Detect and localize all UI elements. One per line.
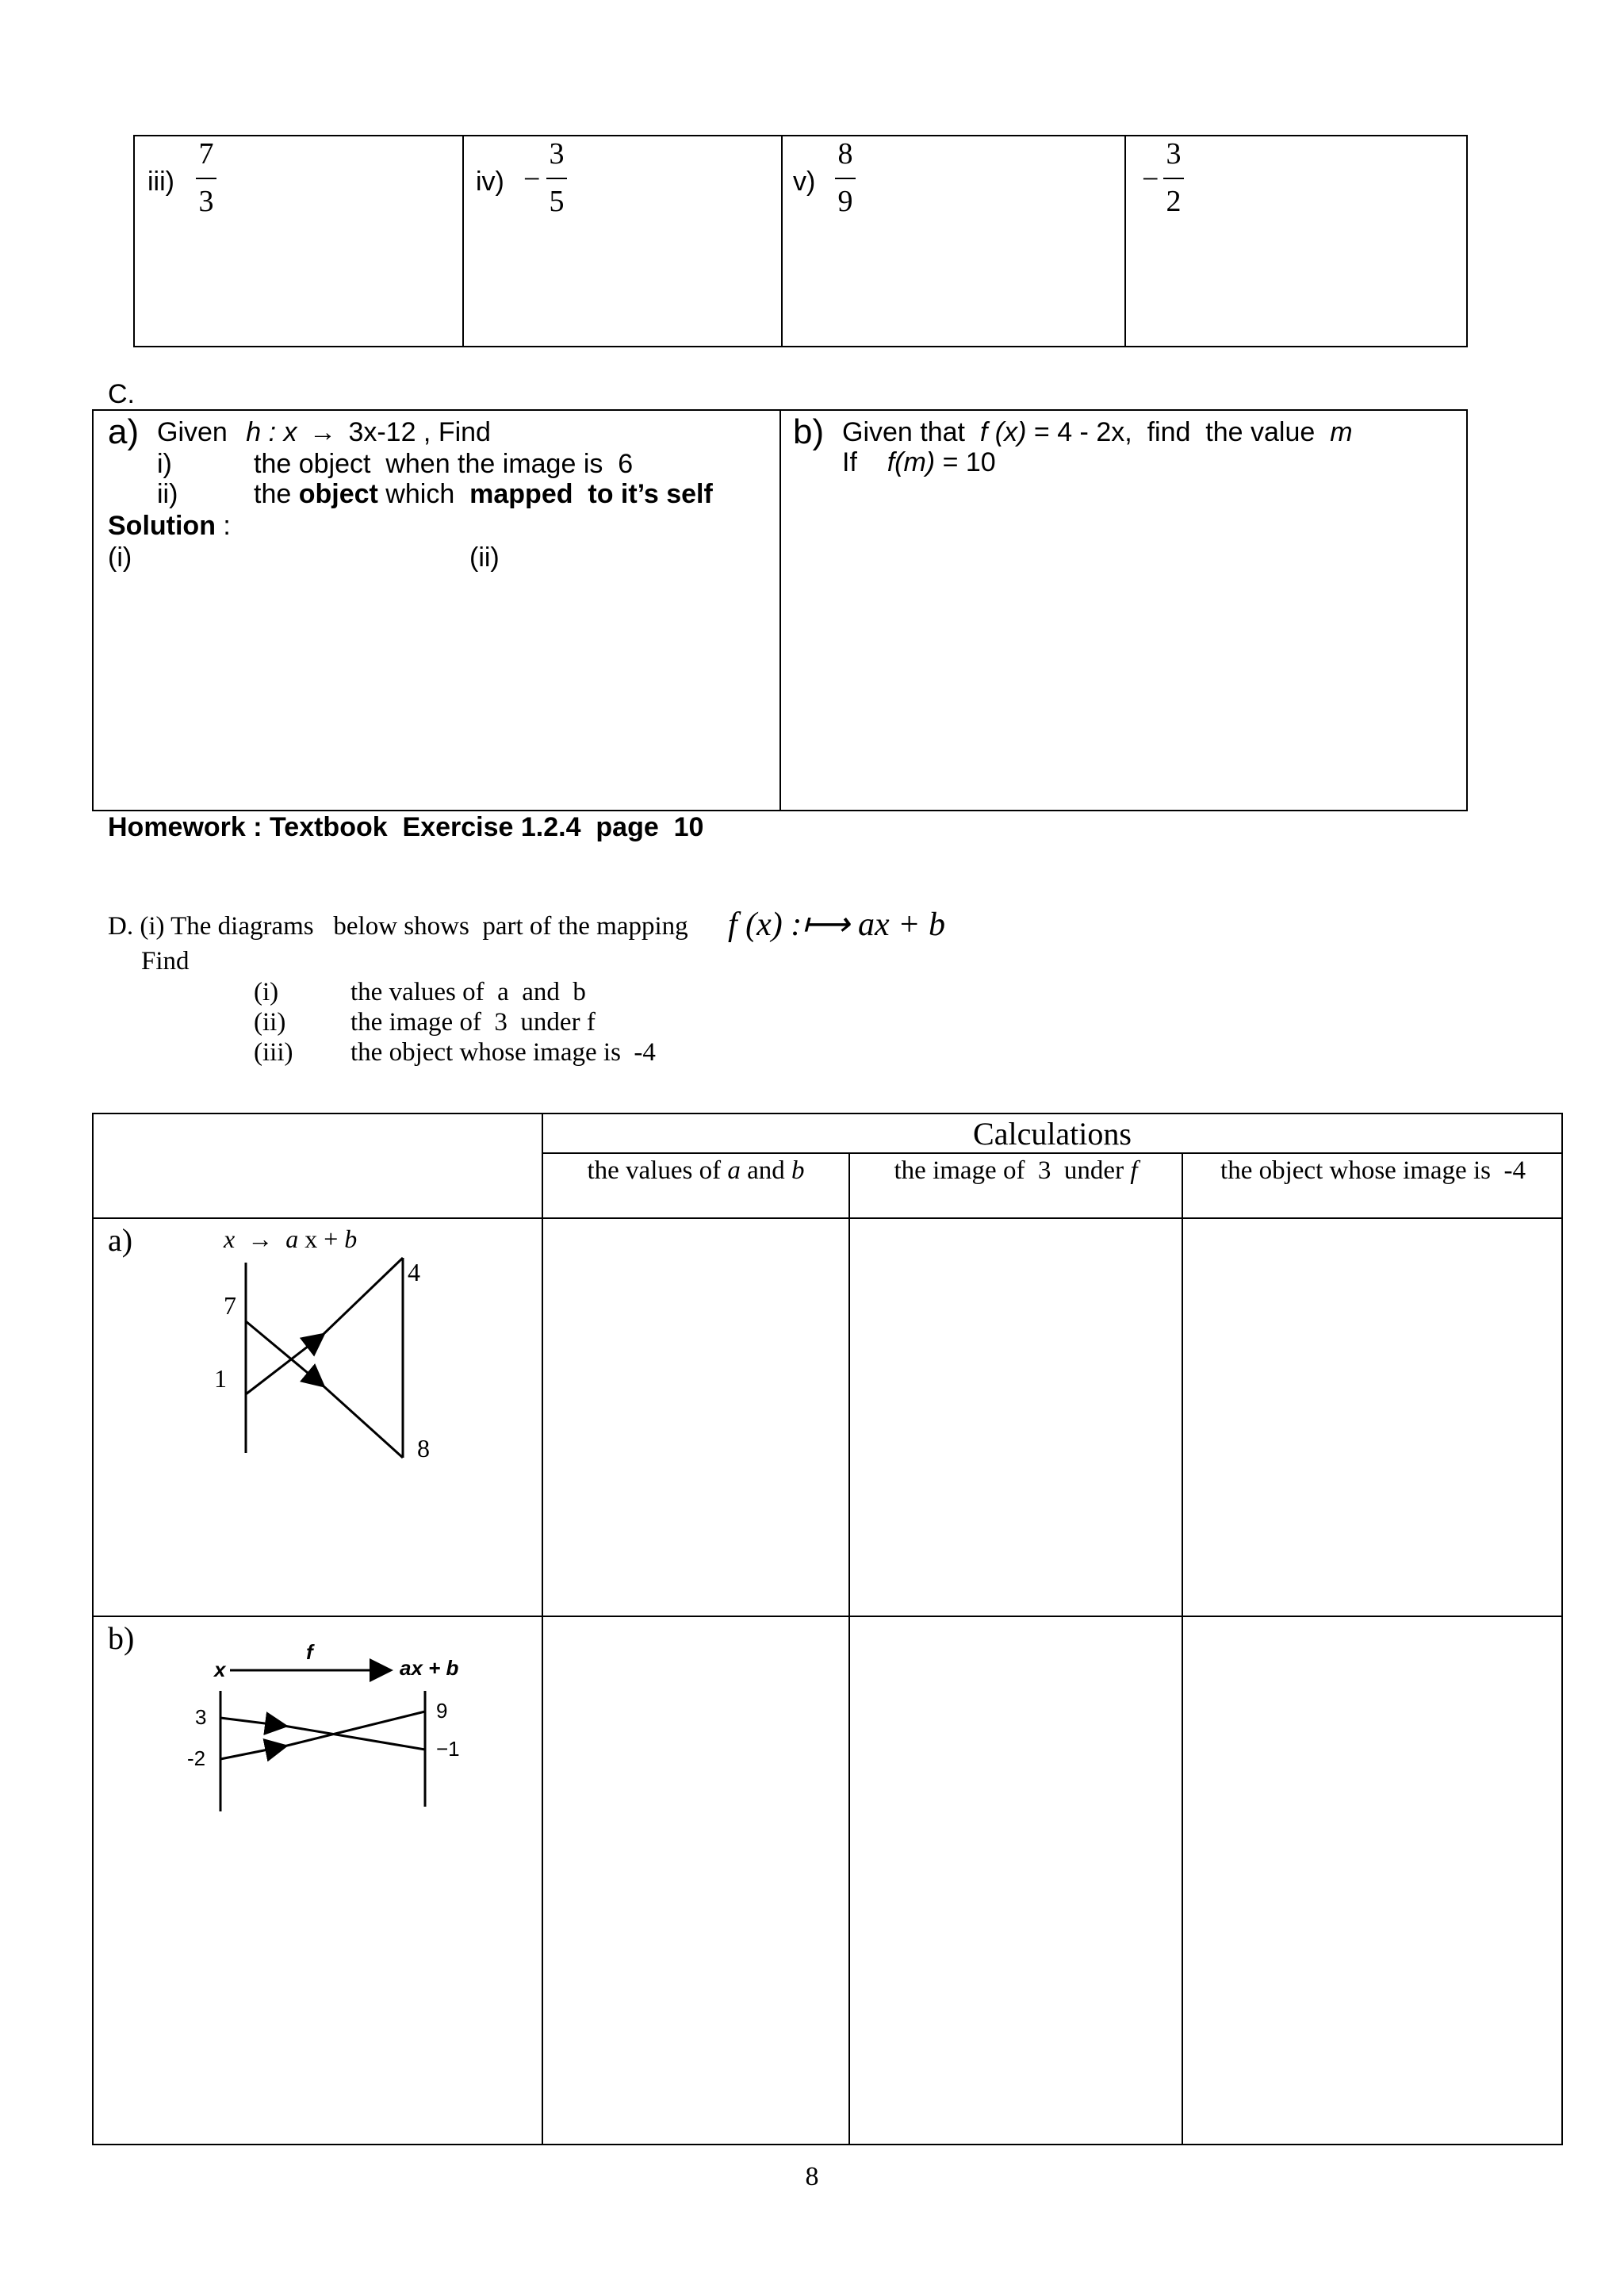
fraction-bar: [835, 178, 856, 179]
codomain-value: 4: [408, 1258, 420, 1286]
codomain-value: 8: [417, 1434, 430, 1462]
calculations-header: Calculations: [973, 1116, 1132, 1152]
domain-value: -2: [187, 1746, 206, 1770]
fraction-label: iii): [147, 167, 174, 197]
table-divider: [848, 1152, 850, 2145]
codomain-value: 9: [436, 1699, 448, 1723]
table-divider: [779, 409, 781, 811]
mapping-arrow-minus2-to-9: [220, 1746, 284, 1759]
fraction-label: v): [793, 167, 816, 197]
diagram-b-func: f: [306, 1640, 313, 1664]
section-d-intro: D. (i) The diagrams below shows part of the mapping: [108, 912, 688, 941]
row-label: b): [108, 1620, 135, 1656]
table-divider: [1182, 1152, 1183, 2145]
arrow-symbol: →: [308, 418, 336, 447]
table-divider: [781, 135, 783, 347]
fraction-bar: [196, 178, 216, 179]
mapping-arrow-7-to-8: [246, 1321, 322, 1385]
table-divider: [542, 1152, 1563, 1154]
solution-label: Solution :: [108, 511, 231, 541]
mapping-expression: f (x) :⟼ ax + b: [728, 907, 945, 943]
item-label: ii): [157, 479, 178, 509]
diagram-a-title: x → a x + b: [224, 1225, 358, 1253]
table-divider: [462, 135, 464, 347]
mapping-arrow-1-to-4: [246, 1336, 322, 1394]
row-label: a): [108, 1222, 133, 1258]
part-a-letter: a): [108, 412, 140, 451]
column-header: the image of 3 under f: [894, 1156, 1138, 1185]
fraction-bar: [546, 178, 567, 179]
part-b-line2: If f(m) = 10: [842, 447, 996, 477]
part-a-given: [157, 417, 491, 448]
fraction-numerator: 3: [1166, 137, 1182, 171]
column-header: the object whose image is -4: [1220, 1156, 1526, 1185]
table-divider: [542, 1113, 543, 2145]
find-item-text: the values of a and b: [350, 978, 586, 1006]
find-item-number: (iii): [254, 1038, 293, 1067]
solution-part-ii: (ii): [469, 542, 500, 573]
find-item-text: the image of 3 under f: [350, 1008, 596, 1037]
fraction-numerator: 8: [837, 137, 853, 171]
find-item-text: the object whose image is -4: [350, 1038, 656, 1067]
diagram-b-left-var: x: [214, 1658, 226, 1681]
function-rule: 3x-12 , Find: [348, 417, 491, 447]
table-divider: [1124, 135, 1126, 347]
fraction-denominator: 3: [198, 185, 214, 218]
part-b-line1: Given that f (x) = 4 - 2x, find the value m: [842, 417, 1353, 447]
fraction-sign: −: [523, 163, 541, 196]
domain-value: 1: [214, 1364, 227, 1393]
find-item-number: (i): [254, 978, 279, 1006]
part-b-letter: b): [793, 412, 825, 451]
item-text: the object when the image is 6: [254, 449, 634, 479]
fraction-numerator: 3: [549, 137, 565, 171]
column-header: the values of a and b: [587, 1156, 805, 1185]
find-label: Find: [141, 947, 190, 976]
homework-note: Homework : Textbook Exercise 1.2.4 page 10: [108, 812, 704, 842]
fraction-denominator: 5: [549, 185, 565, 218]
section-c-heading: C.: [108, 379, 135, 409]
function-name: h : x: [246, 417, 297, 447]
fraction-label: iv): [476, 167, 504, 197]
fraction-sign: −: [1142, 163, 1159, 196]
domain-value: 7: [224, 1291, 236, 1320]
diagram-b-right-expr: ax + b: [400, 1656, 459, 1680]
table-divider: [92, 1616, 1563, 1617]
table-divider: [92, 1217, 1563, 1219]
fraction-denominator: 9: [837, 185, 853, 218]
fraction-bar: [1163, 178, 1184, 179]
domain-value: 3: [195, 1705, 207, 1729]
mapping-arrow-3-to-minus1: [220, 1718, 284, 1726]
item-text: the object which mapped to it’s self: [254, 479, 713, 509]
solution-part-i: (i): [108, 542, 132, 573]
fraction-numerator: 7: [198, 137, 214, 171]
codomain-value: −1: [436, 1737, 460, 1761]
page-number: 8: [805, 2162, 819, 2191]
item-label: i): [157, 449, 172, 479]
given-word: Given: [157, 417, 228, 447]
fraction-denominator: 2: [1166, 185, 1182, 218]
find-item-number: (ii): [254, 1008, 286, 1037]
